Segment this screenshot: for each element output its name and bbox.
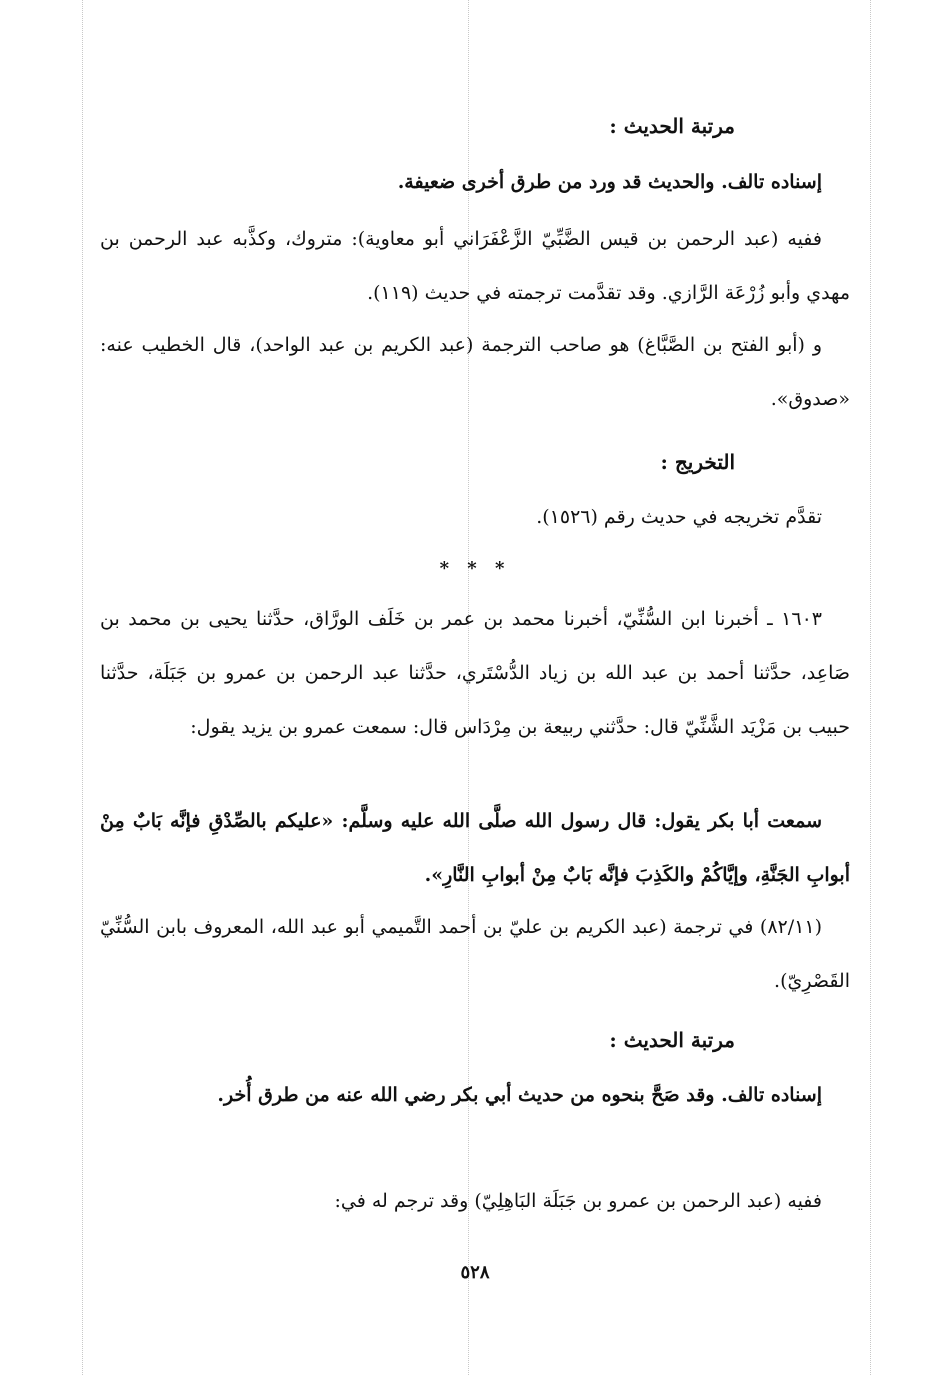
- section-heading-status: مرتبة الحديث :: [609, 114, 735, 138]
- paragraph-hadith-chain: ١٦٠٣ ـ أخبرنا ابن السُّنِّيّ، أخبرنا محمد بن عمر بن خَلَف الورَّاق، حدَّثنا يحيى بن محمد بن صَاعِد، حدَّثنا أحمد بن عبد الله بن زياد الدُّسْتَري، حدَّثنا عبد الرحمن بن عمرو بن جَبَلَة، حدَّثنا حبيب بن مَزْيَد الشَّنِّيّ قال: حدَّثني ربيعة بن مِرْدَاس قال: سمعت عمرو بن يزيد يقول:: [100, 608, 850, 738]
- paragraph-isnad: إسناده تالف. والحديث قد ورد من طرق أخرى ضعيفة.: [397, 171, 822, 193]
- paragraph-isnad-2: إسناده تالف. وقد صَحَّ بنحوه من حديث أبي بكر رضي الله عنه من طرق أُخر.: [217, 1084, 822, 1106]
- paragraph-narrator-note-2: ففيه (عبد الرحمن بن عمرو بن جَبَلَة البَاهِلِيّ) وقد ترجم له في:: [334, 1190, 822, 1212]
- page-number: ٥٢٨: [460, 1262, 490, 1283]
- margin-guide-right: [870, 0, 871, 1375]
- paragraph-narrator-note: ففيه (عبد الرحمن بن قيس الضَّبِّيّ الزَّعْفَرَاني أبو معاوية): متروك، وكذَّبه عبد الرحمن بن مهدي وأبو زُرْعَة الرَّازي. وقد تقدَّمت ترجمته في حديث (١١٩).: [100, 228, 850, 304]
- paragraph-hadith-text: سمعت أبا بكر يقول: قال رسول الله صلَّى الله عليه وسلَّم: «عليكم بالصِّدْقِ فإنَّه بَابٌ مِنْ أبوابِ الجَنَّةِ، وإيَّاكُمْ والكَذِبَ فإنَّه بَابٌ مِنْ أبوابِ النَّارِ».: [100, 810, 850, 886]
- document-page: [100, 100, 850, 1300]
- paragraph-takhrij: تقدَّم تخريجه في حديث رقم (١٥٢٦).: [536, 506, 822, 528]
- margin-guide-left: [82, 0, 83, 1375]
- paragraph-sabbagh-note: و (أبو الفتح بن الصَّبَّاغ) هو صاحب الترجمة (عبد الكريم بن عبد الواحد)، قال الخطيب عنه: «صدوق».: [100, 334, 850, 410]
- paragraph-source-reference: (٨٢/١١) في ترجمة (عبد الكريم بن عليّ بن أحمد التَّميمي أبو عبد الله، المعروف بابن السُّنِّيّ القَصْرِيّ).: [100, 916, 850, 992]
- section-heading-status-2: مرتبة الحديث :: [609, 1028, 735, 1052]
- section-separator: * * *: [439, 558, 511, 579]
- section-heading-takhrij: التخريج :: [660, 450, 735, 474]
